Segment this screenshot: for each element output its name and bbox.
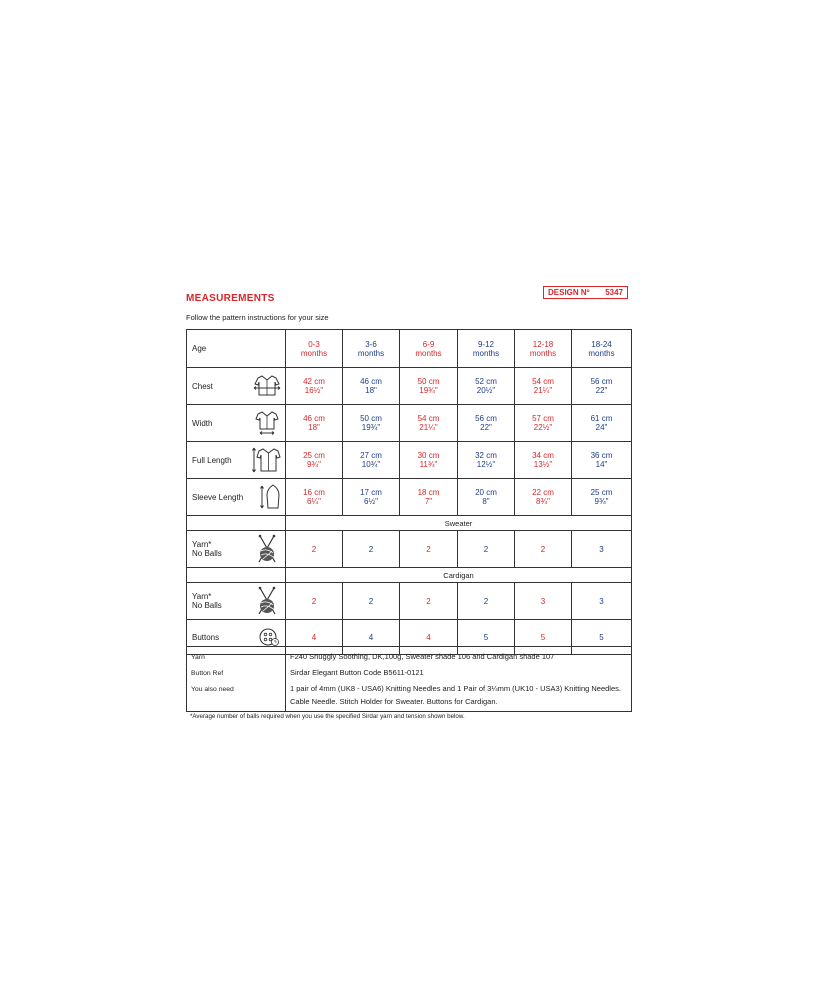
size-cell: 18-24 months [572,330,632,368]
sleeve-length-label: Sleeve Length [192,492,244,502]
cardigan-balls-cell: 2 [286,583,343,620]
table-row [187,442,632,479]
width-cell: 61 cm 24" [572,405,632,442]
full-length-cell: 27 cm 10¾" [343,442,400,479]
sweater-section-title: Sweater [286,516,632,531]
table-row [187,531,632,568]
measurements-table [186,329,632,655]
buttons-cell: 4 [286,620,343,655]
table-row [187,405,632,442]
table-row [187,583,632,620]
sleeve-length-cell: 25 cm 9¾" [572,479,632,516]
sleeve-length-cell: 16 cm 6¼" [286,479,343,516]
chest-cell: 50 cm 19¾" [400,368,458,405]
width-cell: 54 cm 21¼" [400,405,458,442]
full-length-garment-icon [251,446,281,474]
materials-values [286,647,632,712]
size-cell: 6-9 months [400,330,458,368]
age-label: Age [187,330,286,368]
sleeve-length-icon [259,483,281,511]
sleeve-length-cell: 22 cm 8¾" [515,479,572,516]
size-cell: 0-3 months [286,330,343,368]
button-ref-value: Sirdar Elegant Button Code B5611-0121 [290,668,424,677]
width-cell: 57 cm 22½" [515,405,572,442]
full-length-cell: 34 cm 13½" [515,442,572,479]
chest-cell: 42 cm 16½" [286,368,343,405]
buttons-cell: 5 [458,620,515,655]
sleeve-length-cell: 18 cm 7" [400,479,458,516]
sweater-balls-cell: 2 [515,531,572,568]
design-number: 5347 [605,288,623,297]
width-cell: 50 cm 19¾" [343,405,400,442]
design-number-box [543,286,628,299]
table-row [187,368,632,405]
size-cell: 9-12 months [458,330,515,368]
table-row [187,568,632,583]
cardigan-balls-cell: 3 [515,583,572,620]
also-need-label: You also need [191,686,234,693]
width-cell: 56 cm 22" [458,405,515,442]
full-length-cell: 32 cm 12½" [458,442,515,479]
table-row [187,330,632,368]
width-label: Width [192,418,213,428]
yarn-value: F240 Snuggly Soothing, DK,100g, Sweater shade 106 and Cardigan shade 107 [290,652,555,661]
yarn-ball-icon [253,586,281,616]
buttons-cell: 5 [572,620,632,655]
size-cell: 3-6 months [343,330,400,368]
cardigan-balls-cell: 2 [400,583,458,620]
full-length-cell: 30 cm 11¾" [400,442,458,479]
chest-garment-icon [253,373,281,399]
sweater-balls-cell: 2 [400,531,458,568]
table-row [187,647,632,712]
buttons-cell: 5 [515,620,572,655]
chest-cell: 46 cm 18" [343,368,400,405]
buttons-cell: 4 [343,620,400,655]
table-row [187,516,632,531]
width-cell: 46 cm 18" [286,405,343,442]
chest-label: Chest [192,381,213,391]
full-length-cell: 25 cm 9¾" [286,442,343,479]
chest-cell: 52 cm 20½" [458,368,515,405]
button-icon [257,626,281,648]
chest-cell: 54 cm 21¼" [515,368,572,405]
full-length-cell: 36 cm 14" [572,442,632,479]
size-cell: 12-18 months [515,330,572,368]
cardigan-balls-cell: 2 [458,583,515,620]
cardigan-section-title: Cardigan [286,568,632,583]
button-ref-label: Button Ref [191,670,224,677]
width-garment-icon [253,410,281,436]
yarn-label: Yarn [191,654,205,661]
full-length-label: Full Length [192,455,232,465]
materials-labels [187,647,286,712]
buttons-cell: 4 [400,620,458,655]
cardigan-balls-cell: 2 [343,583,400,620]
cardigan-yarn-label: Yarn* No Balls [192,592,222,610]
chest-cell: 56 cm 22" [572,368,632,405]
sweater-yarn-label: Yarn* No Balls [192,540,222,558]
page-title: MEASUREMENTS [186,293,275,304]
yarn-ball-icon [253,534,281,564]
subtitle: Follow the pattern instructions for your size [186,313,329,322]
sweater-balls-cell: 2 [286,531,343,568]
sleeve-length-cell: 20 cm 8" [458,479,515,516]
cardigan-balls-cell: 3 [572,583,632,620]
sleeve-length-cell: 17 cm 6½" [343,479,400,516]
also-need-value: 1 pair of 4mm (UK8 - USA6) Knitting Needles and 1 Pair of 3¼mm (UK10 - USA3) Knitting Needles. Cable Needle. Stitch Holder for Sweater. Buttons for Cardigan. [290,684,621,706]
footnote: *Average number of balls required when you use the specified Sirdar yarn and tension shown below. [190,713,465,720]
design-label: DESIGN Nº [548,288,590,297]
materials-table [186,646,632,712]
sweater-balls-cell: 2 [458,531,515,568]
table-row [187,479,632,516]
sweater-balls-cell: 2 [343,531,400,568]
buttons-label: Buttons [192,632,220,642]
sweater-balls-cell: 3 [572,531,632,568]
